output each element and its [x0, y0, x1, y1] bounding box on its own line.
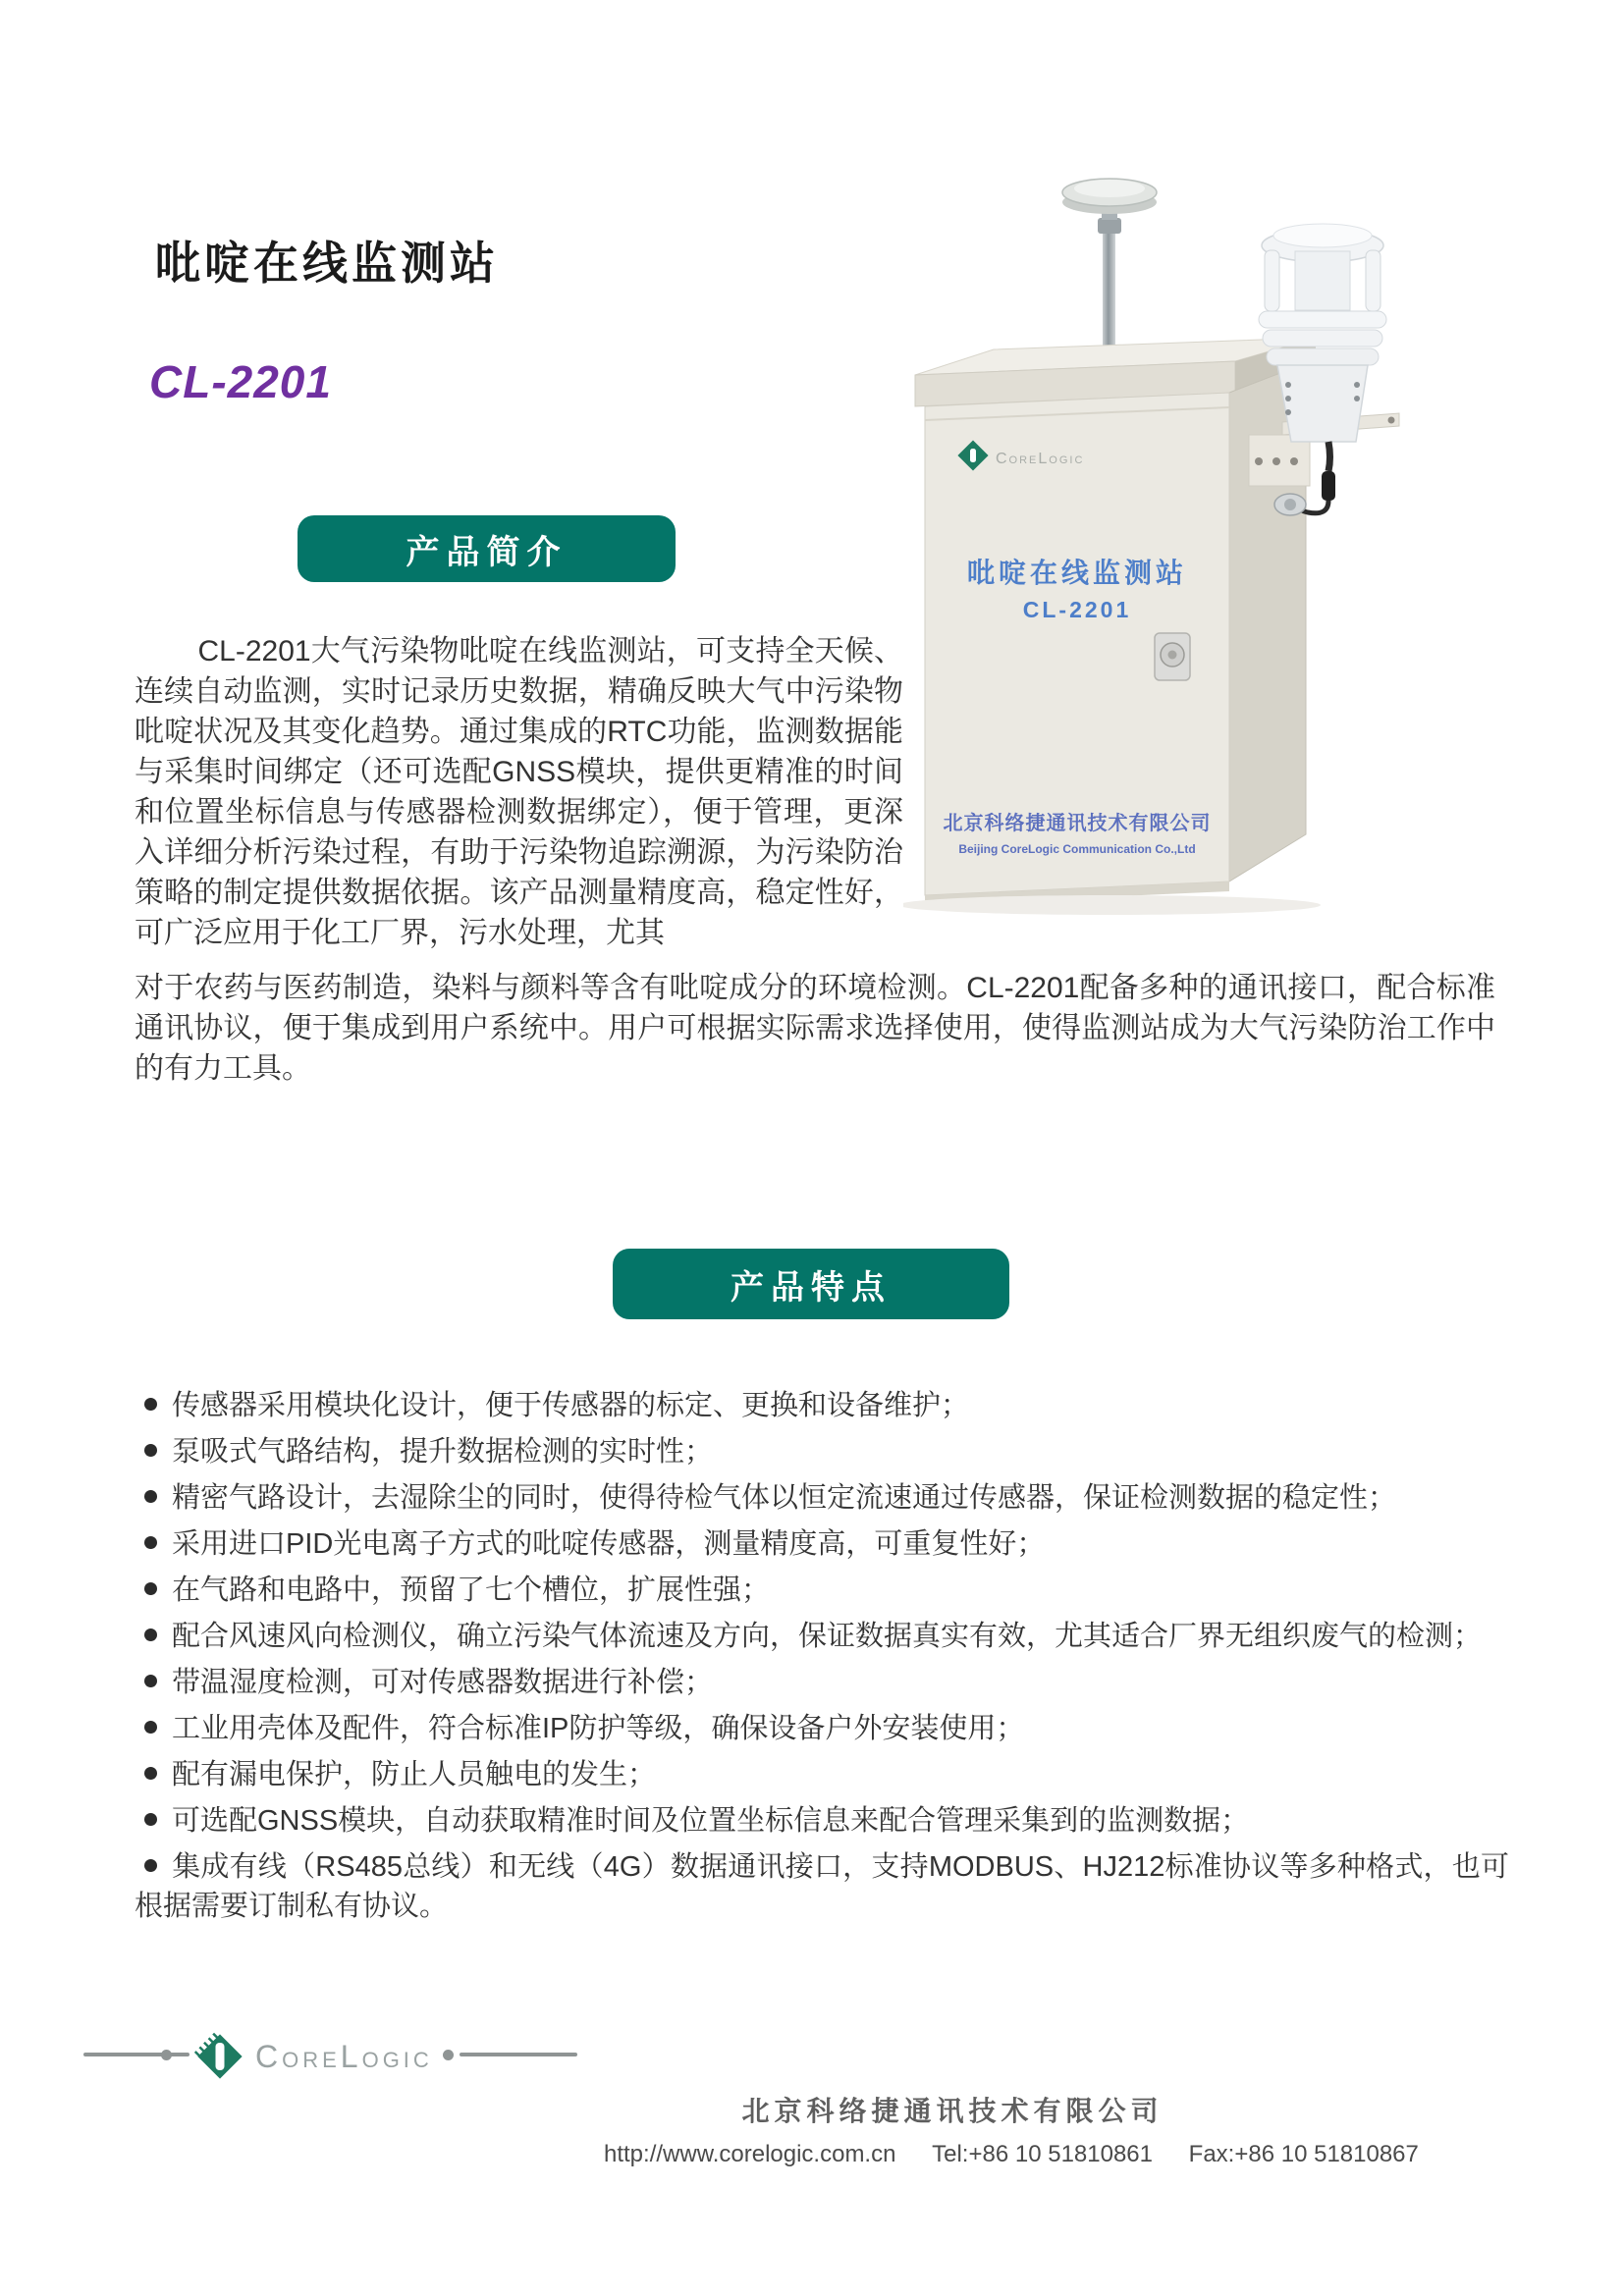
feature-text: 配有漏电保护，防止人员触电的发生；	[172, 1759, 657, 1790]
feature-text: 在气路和电路中，预留了七个槽位，扩展性强；	[172, 1575, 771, 1606]
feature-text: 可选配GNSS模块，自动获取精准时间及位置坐标信息来配合管理采集到的监测数据；	[172, 1805, 1250, 1837]
feature-list-item	[135, 1801, 1509, 1841]
page-title: 吡啶在线监测站	[155, 237, 499, 290]
intro-paragraph-beside-image: CL-2201大气污染物吡啶在线监测站，可支持全天候、连续自动监测，实时记录历史数据，精确反映大气中污染物吡啶状况及其变化趋势。通过集成的RTC功能，监测数据能与采集时间绑定（还可选配GNSS模块，提供更精准的时间和位置坐标信息与传感器检测数据绑定），便于管理，更深入详细分析污染过程，有助于污染物追踪溯源，为污染防治策略的制定提供数据依据。该产品测量精度高，稳定性好，可广泛应用于化工厂界，污水处理，尤其	[135, 635, 903, 949]
footer-rule-right	[460, 2053, 577, 2056]
feature-text: 精密气路设计，去湿除尘的同时，使得待检气体以恒定流速通过传感器，保证检测数据的稳定性；	[172, 1482, 1397, 1514]
bullet-icon	[144, 1721, 157, 1734]
feature-list-item	[135, 1432, 1509, 1471]
feature-text: 采用进口PID光电离子方式的吡啶传感器，测量精度高，可重复性好；	[172, 1528, 1046, 1560]
corelogic-logo-icon	[189, 2025, 251, 2088]
bullet-icon	[144, 1398, 157, 1411]
model-number: CL-2201	[149, 356, 332, 407]
feature-text: 工业用壳体及配件，符合标准IP防护等级，确保设备户外安装使用；	[172, 1713, 1025, 1744]
bullet-icon	[144, 1767, 157, 1780]
footer-rule-dot-left	[161, 2050, 172, 2060]
bullet-icon	[144, 1675, 157, 1687]
feature-text: 传感器采用模块化设计，便于传感器的标定、更换和设备维护；	[172, 1390, 970, 1421]
feature-list-item	[135, 1663, 1509, 1702]
cabinet-company-cn: 北京科络捷通讯技术有限公司	[943, 813, 1212, 834]
footer-rule-dot-right	[443, 2050, 454, 2060]
cabinet-brand-text: CoreLogic	[996, 451, 1085, 467]
feature-list-item	[135, 1386, 1509, 1425]
section-heading-features-label: 产品特点	[731, 1268, 892, 1307]
feature-list-item	[135, 1478, 1509, 1518]
corelogic-logo-text: CoreLogic	[255, 2039, 433, 2074]
feature-list-item	[135, 1709, 1509, 1748]
feature-text: 泵吸式气路结构，提升数据检测的实时性；	[172, 1436, 714, 1468]
air-inlet-antenna	[1062, 179, 1157, 363]
footer-rule-left	[83, 2053, 189, 2056]
bullet-icon	[144, 1629, 157, 1641]
section-heading-intro	[298, 515, 676, 582]
section-heading-features	[613, 1249, 1009, 1319]
bullet-icon	[144, 1490, 157, 1503]
feature-text: 集成有线（RS485总线）和无线（4G）数据通讯接口，支持MODBUS、HJ212标准协议等多种格式，也可根据需要订制私有协议。	[135, 1851, 1509, 1922]
product-photo-illustration	[903, 147, 1507, 967]
bullet-icon	[144, 1444, 157, 1457]
footer-website: http://www.corelogic.com.cn	[604, 2141, 896, 2167]
cabinet-label-model: CL-2201	[1022, 597, 1132, 622]
bullet-icon	[144, 1536, 157, 1549]
bullet-icon	[144, 1813, 157, 1826]
section-heading-intro-label: 产品简介	[406, 533, 568, 571]
feature-list-item	[135, 1847, 1509, 1926]
feature-list-item	[135, 1617, 1509, 1656]
footer-fax: Fax:+86 10 51810867	[1188, 2141, 1419, 2167]
feature-text: 带温湿度检测，可对传感器数据进行补偿；	[172, 1667, 714, 1698]
bullet-icon	[144, 1582, 157, 1595]
feature-text: 配合风速风向检测仪，确立污染气体流速及方向，保证数据真实有效，尤其适合厂界无组织废气的检测；	[172, 1621, 1483, 1652]
feature-list-item	[135, 1571, 1509, 1610]
feature-list	[135, 1386, 1509, 1933]
cabinet-lock	[1155, 633, 1190, 680]
footer-tel: Tel:+86 10 51810861	[932, 2141, 1153, 2167]
bullet-icon	[144, 1859, 157, 1872]
cabinet-company-en: Beijing CoreLogic Communication Co.,Ltd	[958, 842, 1196, 856]
footer-company-name: 北京科络捷通讯技术有限公司	[741, 2095, 1164, 2127]
footer-contact-line	[589, 2141, 1419, 2168]
feature-list-item	[135, 1524, 1509, 1564]
intro-paragraph-full-width: 对于农药与医药制造，染料与颜料等含有吡啶成分的环境检测。CL-2201配备多种的通讯接口，配合标准通讯协议，便于集成到用户系统中。用户可根据实际需求选择使用，使得监测站成为大气污染防治工作中的有力工具。	[135, 972, 1495, 1085]
product-photo	[903, 147, 1507, 967]
cabinet-label-title: 吡啶在线监测站	[966, 558, 1188, 588]
feature-list-item	[135, 1755, 1509, 1794]
